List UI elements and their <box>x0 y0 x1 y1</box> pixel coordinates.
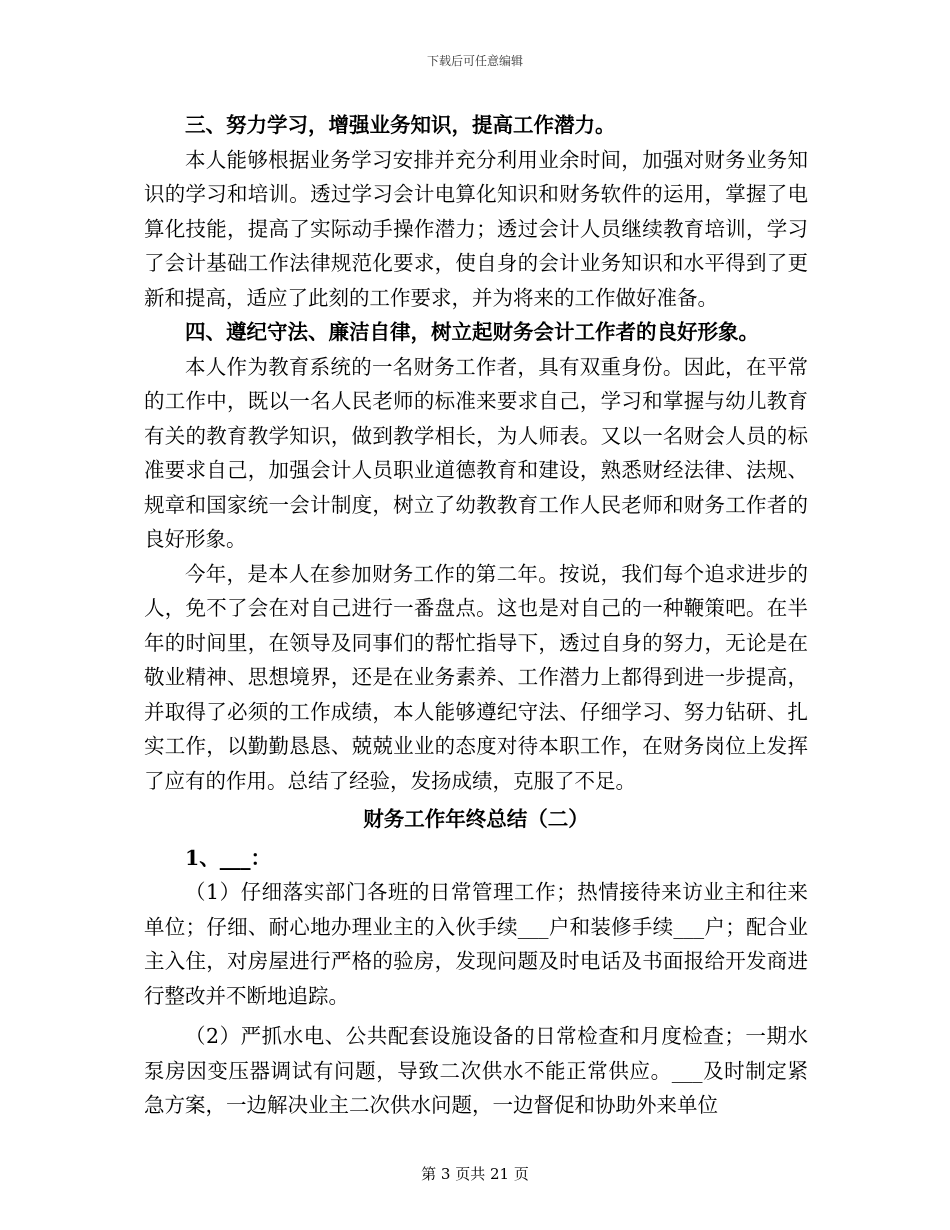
item-1-paragraph-2: （2）严抓水电、公共配套设施设备的日常检查和月度检查；一期水泵房因变压器调试有问题，导致二次供水不能正常供应。___及时制定紧急方案，一边解决业主二次供水问题，一边督促和协助外来单位 <box>144 1024 808 1117</box>
document-body <box>144 108 808 1123</box>
section-heading-3: 三、努力学习，增强业务知识，提高工作潜力。 <box>185 113 616 137</box>
item-1-paragraph-1: （1）仔细落实部门各班的日常管理工作；热情接待来访业主和往来单位；仔细、耐心地办理业主的入伙手续___户和装修手续___户；配合业主入住，对房屋进行严格的验房，发现问题及时电话及书面报给开发商进行整改并不断地追踪。 <box>144 880 808 1008</box>
item-1-heading: 1、___： <box>185 845 272 870</box>
page-header: 下载后可任意编辑 <box>426 54 523 68</box>
section-3-paragraph: 本人能够根据业务学习安排并充分利用业余时间，加强对财务业务知识的学习和培训。透过学习会计电算化知识和财务软件的运用，掌握了电算化技能，提高了实际动手操作潜力；透过会计人员继续教育培训，学习了会计基础工作法律规范化要求，使自身的会计业务知识和水平得到了更新和提高，适应了此刻的工作要求，并为将来的工作做好准备。 <box>144 147 808 310</box>
section-4-paragraph-2: 今年，是本人在参加财务工作的第二年。按说，我们每个追求进步的人，免不了会在对自己进行一番盘点。这也是对自己的一种鞭策吧。在半年的时间里，在领导及同事们的帮忙指导下，透过自身的努力，无论是在敬业精神、思想境界，还是在业务素养、工作潜力上都得到进一步提高，并取得了必须的工作成绩，本人能够遵纪守法、仔细学习、努力钻研、扎实工作，以勤勤恳恳、兢兢业业的态度对待本职工作，在财务岗位上发挥了应有的作用。总结了经验，发扬成绩，克服了不足。 <box>144 561 808 793</box>
page-footer: 第 3 页共 21 页 <box>421 1165 529 1183</box>
part-2-title: 财务工作年终总结（二） <box>363 807 589 831</box>
section-4-paragraph-1: 本人作为教育系统的一名财务工作者，具有双重身份。因此，在平常的工作中，既以一名人民老师的标准来要求自己，学习和掌握与幼儿教育有关的教育教学知识，做到教学相长，为人师表。又以一名财会人员的标准要求自己，加强会计人员职业道德教育和建设，熟悉财经法律、法规、规章和国家统一会计制度，树立了幼教教育工作人民老师和财务工作者的良好形象。 <box>144 354 808 551</box>
section-heading-4: 四、遵纪守法、廉洁自律，树立起财务会计工作者的良好形象。 <box>185 320 759 344</box>
